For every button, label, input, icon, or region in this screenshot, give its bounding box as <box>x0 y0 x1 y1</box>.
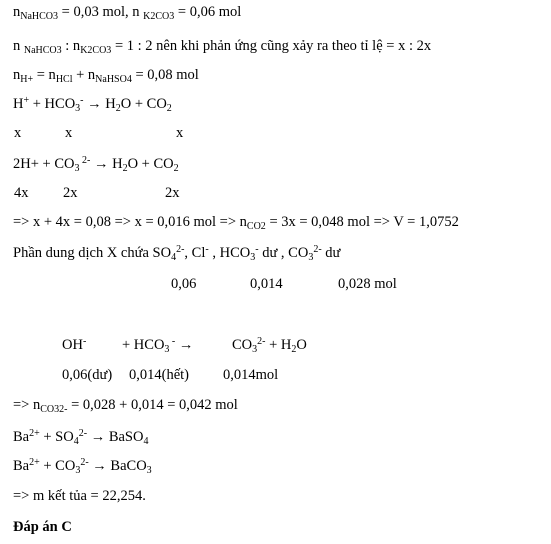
stoich-3-col2: 0,014(hết) <box>129 367 189 383</box>
reaction-3-oh: OH- <box>62 336 87 353</box>
stoich-1-col3: x <box>176 125 184 141</box>
line-nh-plus: $n_{H+} = n_{HCl} + n_{NaHSO4} = 0,08$ mol <box>13 67 199 85</box>
reaction-3-products: $CO_3^{2-} + H_2O$ <box>232 336 307 355</box>
amount-so4: 0,06 <box>171 276 197 292</box>
stoich-1-col1: x <box>14 125 22 141</box>
line-reaction-baco3: $Ba^{2+} + CO_3^{2-}$ → BaCO$_3$ <box>13 457 152 476</box>
answer-label: Đáp án C <box>13 519 72 535</box>
stoich-3-col1: 0,06(dư) <box>62 367 113 383</box>
stoich-2-col3: 2x <box>165 185 180 201</box>
stoich-2-col2: 2x <box>63 185 78 201</box>
line-reaction-baso4: $Ba^{2+} + SO_4^{2-}$ → BaSO$_4$ <box>13 428 149 447</box>
answer-line <box>13 518 72 536</box>
stoich-2-col1: 4x <box>14 185 29 201</box>
line-reaction-1: $H^+ + HCO_3^- \to H_2O + CO_2$ <box>13 95 172 114</box>
line-ratio: n $_{NaHCO3}$ : $n_{K2CO3} = 1$ : 2 nên khi phản ứng cũng xảy ra theo tỉ lệ = x : 2x <box>13 38 432 56</box>
line-nco3-total: => $n_{CO32-} = 0,028 + 0,014 = 0,042$ mol <box>13 397 238 415</box>
line-reaction-2: $2H+ + CO_3$ $^{2-} \to H_2O + CO_2$ <box>13 155 179 174</box>
reaction-3-hco3: + $HCO_3$ - → <box>122 336 194 355</box>
line-precipitate-mass: => m kết tủa = 22,254. <box>13 488 146 504</box>
stoich-1-col2: x <box>65 125 73 141</box>
line-mol-calc: $n_{NaHCO3} = 0,03$ mol, n $_{K2CO3}$ = 0,06 mol <box>13 4 242 22</box>
amount-co3: 0,028 mol <box>338 276 397 292</box>
amount-hco3: 0,014 <box>250 276 283 292</box>
line-solve-x: => x + 4x = 0,08 => x = 0,016 mol => $n_{CO2} = 3x = 0,048$ mol => V = 1,0752 <box>13 214 459 232</box>
line-solution-x: Phần dung dịch X chứa $SO_4^{2-}$, Cl- , $HCO_3^-$ dư , $CO_3^{2-}$ dư <box>13 244 341 263</box>
stoich-3-col3: 0,014mol <box>223 367 279 383</box>
